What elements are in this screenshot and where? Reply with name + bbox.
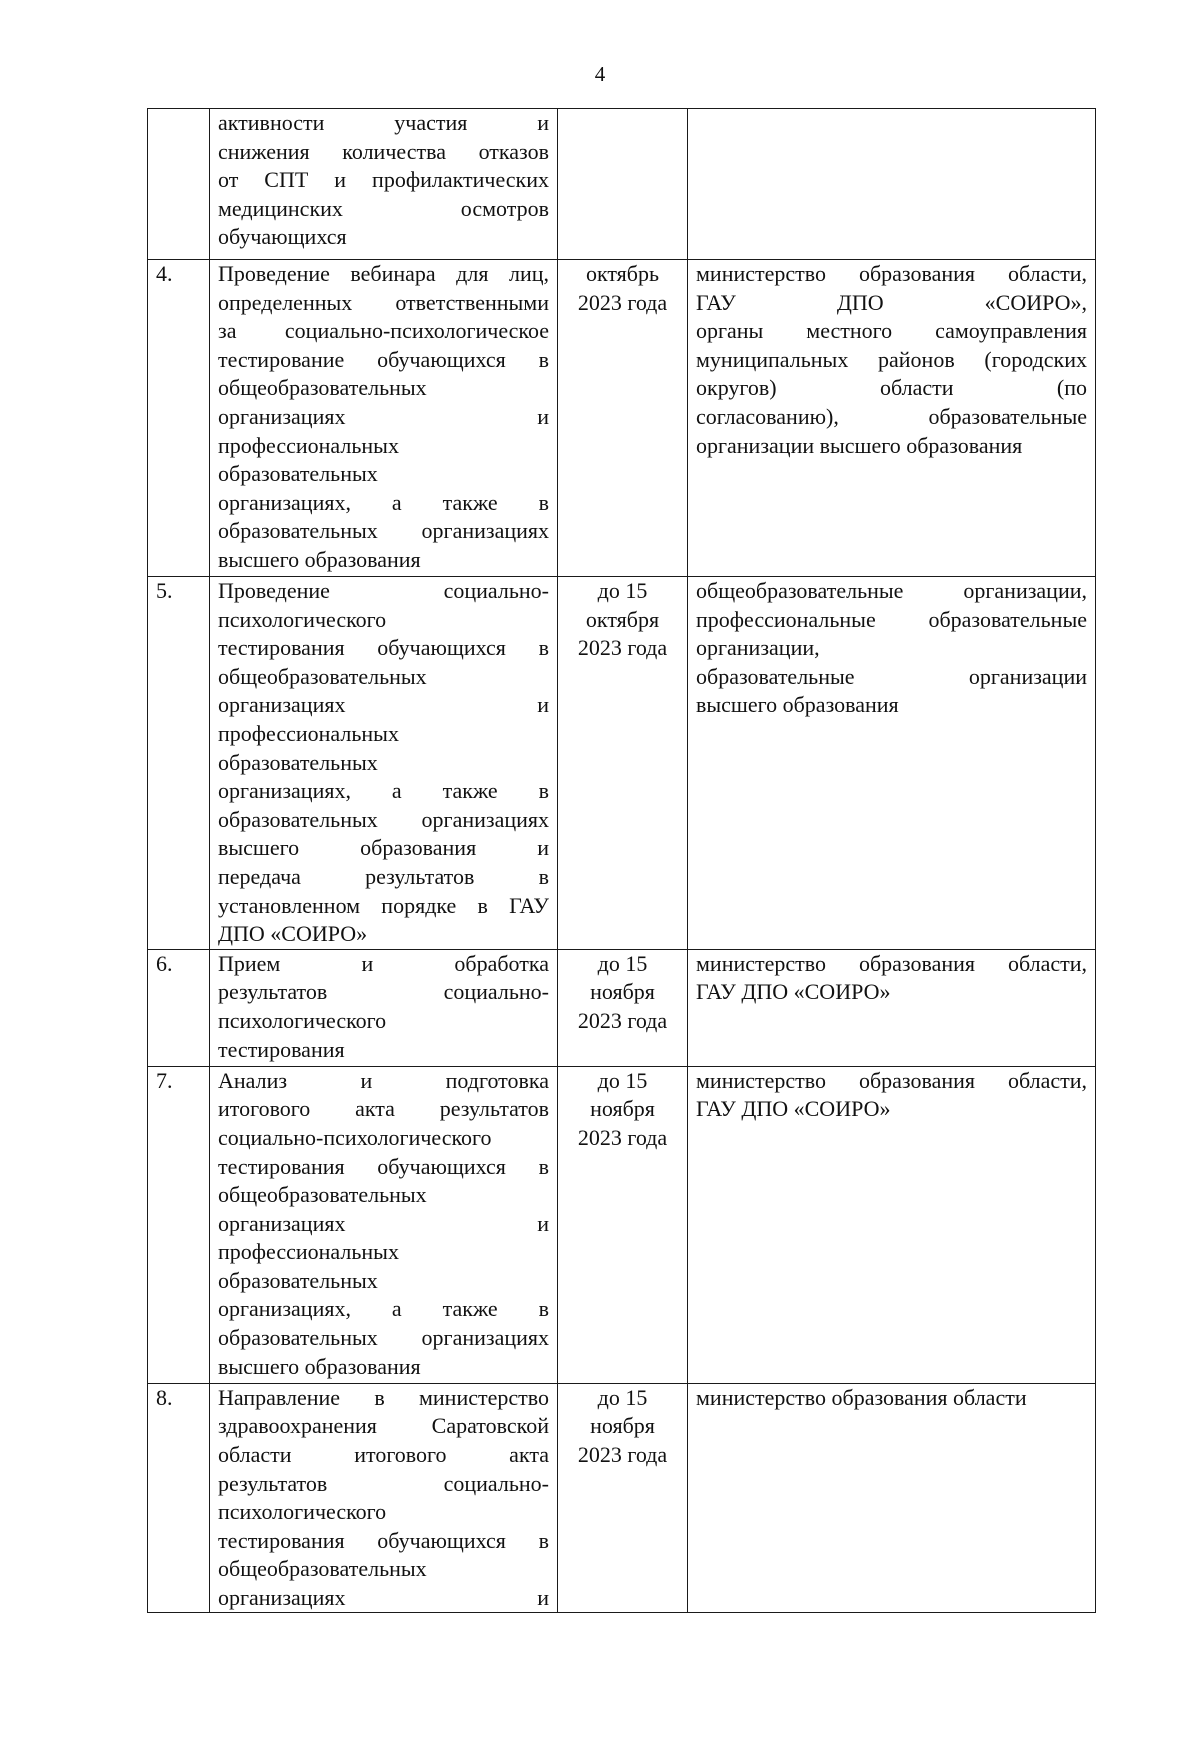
event-responsible: общеобразовательные организации, профессиональные образовательные организации, образовательные организации высшего образования [688, 577, 1096, 950]
event-description: Проведение вебинара для лиц, определенных ответственными за социально-психологическое тестирование обучающихся в общеобразовательных организациях и профессиональных образовательных организациях, а также в образовательных организациях высшего образования [210, 260, 558, 577]
table-row [148, 260, 1096, 577]
row-number: 7. [148, 1066, 210, 1383]
event-responsible: министерство образования области, ГАУ ДПО «СОИРО» [688, 1066, 1096, 1383]
table-row [148, 1383, 1096, 1613]
event-description: Направление в министерство здравоохранения Саратовской области итогового акта результатов социально- психологического тестирования обучающихся в общеобразовательных организациях и [210, 1383, 558, 1613]
row-number: 8. [148, 1383, 210, 1613]
event-deadline [558, 109, 688, 260]
table-row [148, 1066, 1096, 1383]
event-deadline: октябрь 2023 года [558, 260, 688, 577]
table-row [148, 949, 1096, 1066]
event-deadline: до 15 ноября 2023 года [558, 1066, 688, 1383]
table-row [148, 109, 1096, 260]
event-deadline: до 15 октября 2023 года [558, 577, 688, 950]
event-responsible [688, 109, 1096, 260]
event-responsible: министерство образования области [688, 1383, 1096, 1613]
event-description: Проведение социально- психологического тестирования обучающихся в общеобразовательных организациях и профессиональных образовательных организациях, а также в образовательных организациях высшего образования и передача результатов в установленном порядке в ГАУ ДПО «СОИРО» [210, 577, 558, 950]
row-number [148, 109, 210, 260]
event-description: Анализ и подготовка итогового акта результатов социально-психологического тестирования обучающихся в общеобразовательных организациях и профессиональных образовательных организациях, а также в образовательных организациях высшего образования [210, 1066, 558, 1383]
page-number: 4 [594, 62, 606, 86]
event-deadline: до 15 ноября 2023 года [558, 1383, 688, 1613]
row-number: 4. [148, 260, 210, 577]
event-description: активности участия и снижения количества отказов от СПТ и профилактических медицинских осмотров обучающихся [210, 109, 558, 260]
event-deadline: до 15 ноября 2023 года [558, 949, 688, 1066]
events-table [147, 108, 1096, 1613]
event-responsible: министерство образования области, ГАУ ДПО «СОИРО», органы местного самоуправления муниципальных районов (городских округов) области (по согласованию), образовательные организации высшего образования [688, 260, 1096, 577]
row-number: 6. [148, 949, 210, 1066]
event-responsible: министерство образования области, ГАУ ДПО «СОИРО» [688, 949, 1096, 1066]
row-number: 5. [148, 577, 210, 950]
table-row [148, 577, 1096, 950]
event-description: Прием и обработка результатов социально- психологического тестирования [210, 949, 558, 1066]
